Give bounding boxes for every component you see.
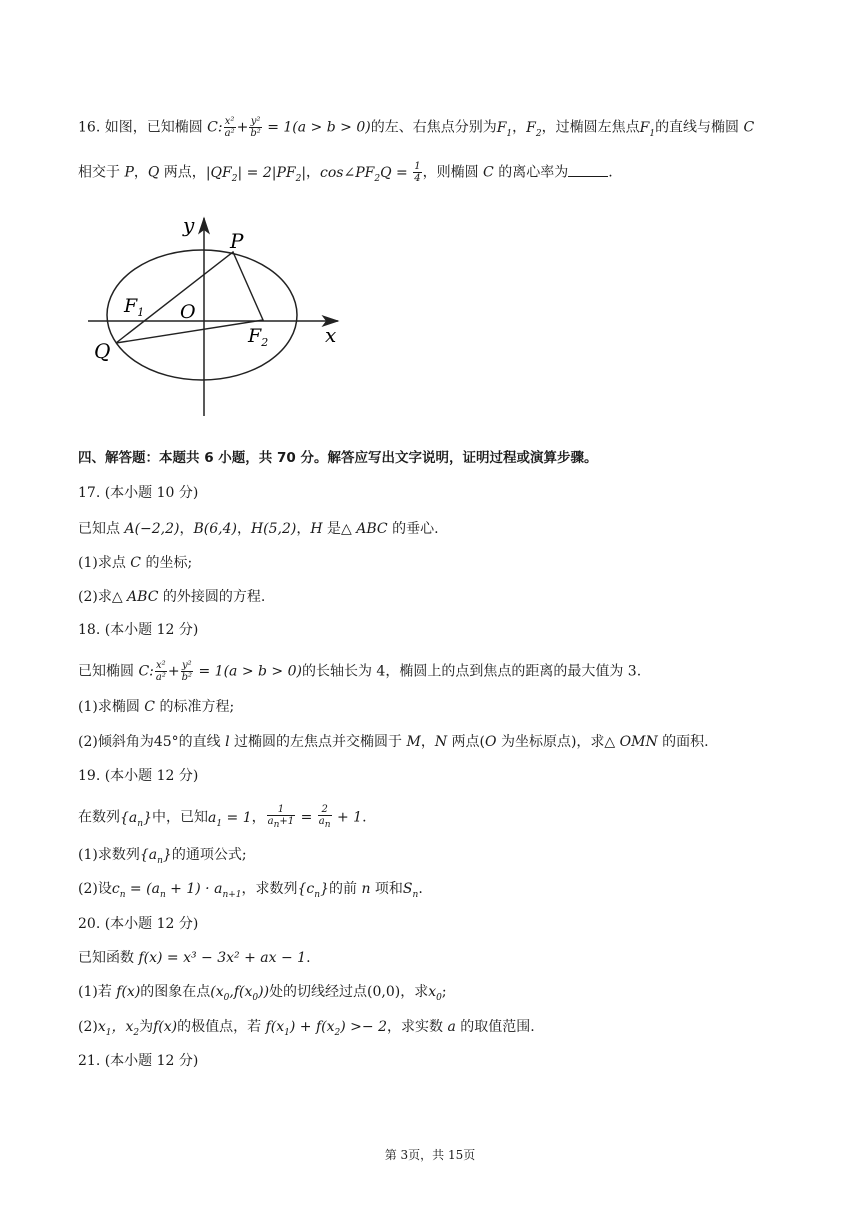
line-q-p: [116, 252, 263, 343]
page-footer: 第 3页，共 15页: [384, 1148, 476, 1162]
q20-header: 20. (本小题 12 分): [78, 916, 199, 932]
q18-stem: 已知椭圆 C: $\frac{\text{x²}}{\text{a²}}$ + $\frac{\text{y²}}{\text{b²}}$ = 1(a > b > 0)的长轴长为 4，椭圆上的点到焦点的距离的最大值为 3.: [78, 660, 642, 683]
q19-part2: (2)设$c_n = (a_n + 1) \cdot a_{n+1}$，求数列$\{c_n\}$的前 n 项和$S_n$.: [78, 881, 423, 900]
q16-line2: 相交于 P，Q 两点，$|QF_2| = 2|PF_2|$，$\cos\angle PF_2Q$ = $\frac{1}{4}$ ，则椭圆 C 的离心率为 .: [78, 161, 613, 184]
label-y: y: [183, 213, 195, 237]
q16-line1: 16. 如图，已知椭圆 C: $\frac{\text{x²}}{\text{a²}}$ + $\frac{\text{y²}}{\text{b²}}$ = 1(a > b > 0)的左、右焦点分别为$F_1$，$F_2$，过椭圆左焦点$F_1$的直线与椭圆 C: [78, 116, 755, 139]
q20-part2: $(2)x_1$，$x_2$为f(x)的极值点，若 $f(x_1) + f(x_2) >- 2$，求实数 a 的取值范围.: [78, 1019, 535, 1038]
label-x: x: [325, 323, 337, 347]
q17-stem: 已知点 A(−2,2)，B(6,4)，H(5,2)，H 是△ ABC 的垂心.: [78, 521, 439, 537]
q20-stem: 已知函数 f(x) = x³ − 3x² + ax − 1.: [78, 950, 311, 966]
label-p: P: [230, 229, 244, 253]
q19-header: 19. (本小题 12 分): [78, 768, 199, 784]
q17-header: 17. (本小题 10 分): [78, 485, 199, 501]
label-o: O: [180, 301, 196, 323]
label-f1: $F_1$: [124, 295, 145, 319]
frac-y2-b2: $\frac{\text{y²}}{\text{b²}}$: [250, 116, 261, 139]
q17-part1: (1)求点 C 的坐标;: [78, 555, 193, 571]
q18-header: 18. (本小题 12 分): [78, 622, 199, 638]
q18-part1: (1)求椭圆 C 的标准方程;: [78, 699, 235, 715]
q18-part2: (2)倾斜角为45°的直线 l 过椭圆的左焦点并交椭圆于 M，N 两点(O 为坐标原点)，求△ OMN 的面积.: [78, 734, 709, 750]
ellipse-figure: [80, 208, 350, 424]
q21-header: 21. (本小题 12 分): [78, 1053, 199, 1069]
label-f2: $F_2$: [248, 325, 269, 349]
q20-part1: (1)若 f(x)的图象在点$(x_0,f(x_0))$处的切线经过点(0,0)，求$x_0$;: [78, 984, 447, 1003]
q17-part2: (2)求△ ABC 的外接圆的方程.: [78, 589, 266, 605]
section-heading: 四、解答题：本题共 6 小题，共 70 分。解答应写出文字说明，证明过程或演算步骤。: [78, 450, 598, 466]
frac-1-4: $\frac{1}{4}$: [414, 161, 421, 184]
label-q: Q: [94, 339, 111, 363]
frac-x2-a2: $\frac{\text{x²}}{\text{a²}}$: [224, 116, 235, 139]
answer-blank: [568, 162, 608, 177]
q19-part1: (1)求数列$\{a_n\}$的通项公式;: [78, 847, 247, 866]
q19-stem: 在数列$\{a_n\}$中，已知$a_1 = 1$， $\frac{1}{a_n+1}$ = $\frac{2}{a_n}$ + 1.: [78, 804, 367, 830]
